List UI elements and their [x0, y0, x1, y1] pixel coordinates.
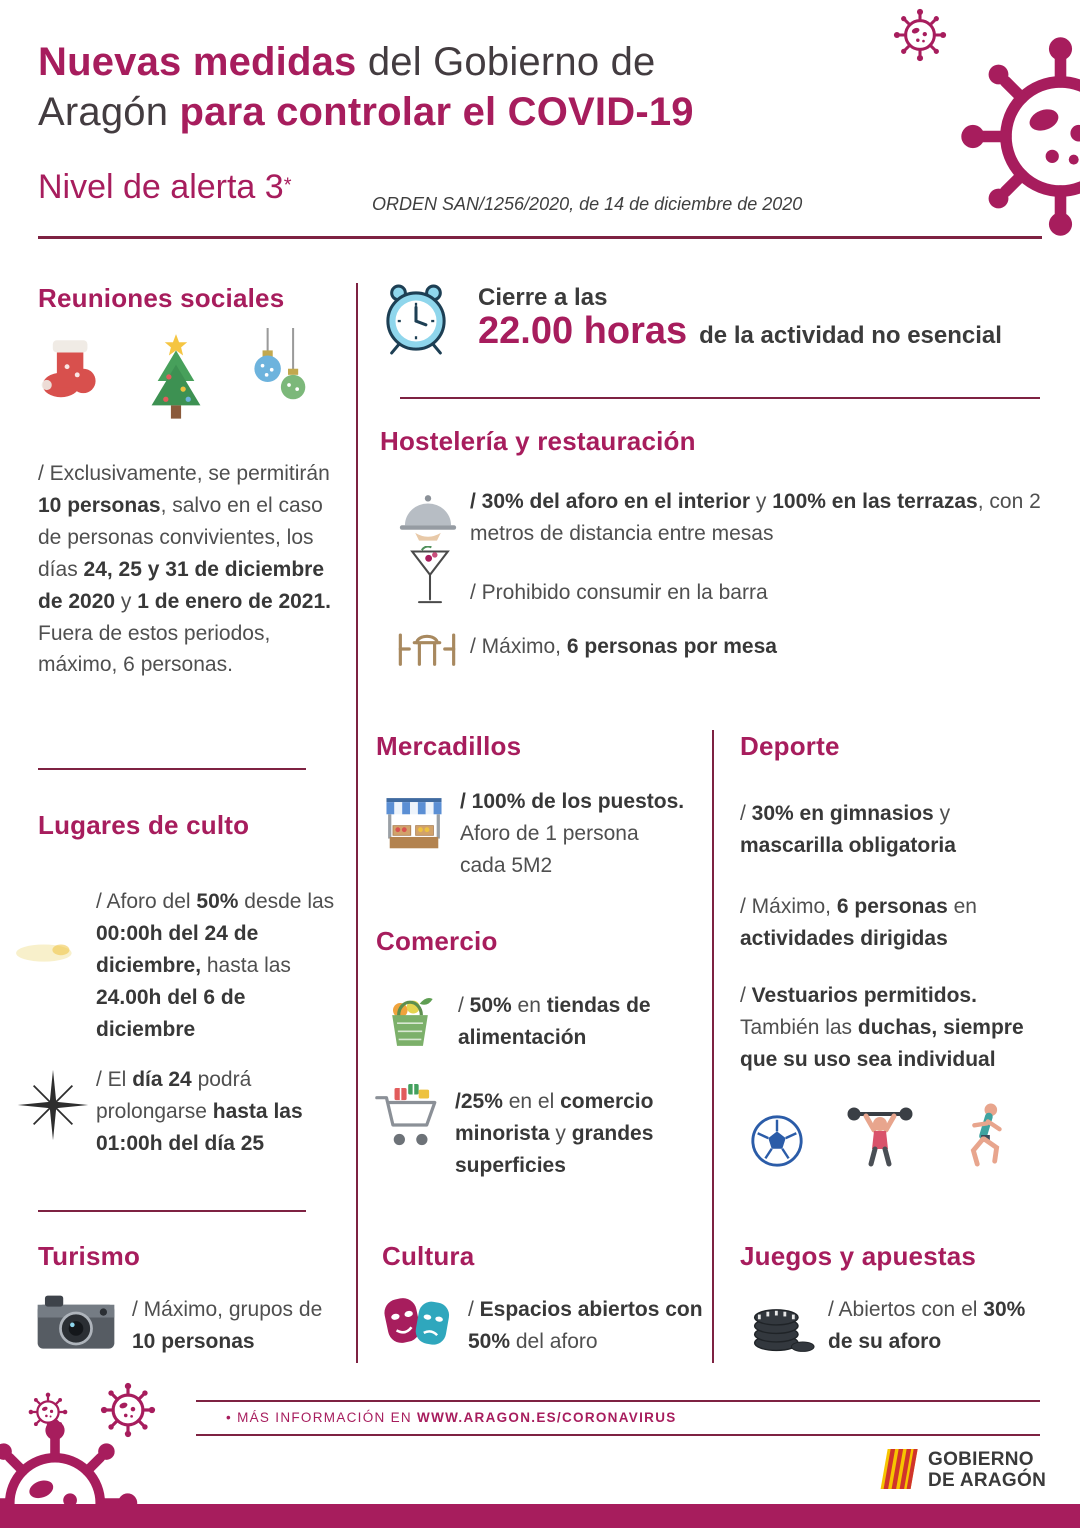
table-chairs-icon [394, 626, 460, 672]
culto-text-1: / Aforo del 50% desde las 00:00h del 24 de diciembre, hasta las 24.00h del 6 de diciembre [96, 890, 335, 1041]
page-title-line-1: Nuevas medidas del Gobierno de [38, 40, 656, 84]
section-title-juegos: Juegos y apuestas [740, 1241, 977, 1271]
reuniones-text: / Exclusivamente, se permitirán 10 personas, salvo en el caso de personas convivientes, los días 24, 25 y 31 de diciembre de 2020 y 1 de enero de 2021. Fuera de estos periodos, máximo, 6 personas. [38, 462, 332, 677]
comercio-text-2: /25% en el comercio minorista y grandes superficies [455, 1090, 654, 1177]
page-title [38, 38, 878, 137]
footer-divider-bottom [196, 1434, 1040, 1436]
cierre-tail: de la actividad no esencial [699, 322, 1002, 349]
vertical-divider-left [356, 283, 358, 1363]
poker-chips-icon [748, 1290, 816, 1358]
logo-line-2: DE ARAGÓN [928, 1470, 1047, 1492]
comercio-text-1: / 50% en tiendas de alimentación [458, 994, 651, 1049]
grocery-basket-icon [376, 986, 444, 1054]
virus-icon-small-top [893, 8, 947, 62]
cierre-lead: Cierre a las [478, 284, 608, 311]
alarm-clock-icon [378, 280, 454, 356]
section-title-reuniones: Reuniones sociales [38, 283, 285, 313]
theater-masks-icon [378, 1288, 456, 1356]
market-stall-icon [380, 790, 448, 858]
alert-asterisk: * [283, 174, 292, 197]
juegos-text: / Abiertos con el 30% de su aforo [828, 1298, 1026, 1353]
section-title-turismo: Turismo [38, 1241, 141, 1271]
section-title-deporte: Deporte [740, 731, 840, 761]
section-title-cultura: Cultura [382, 1241, 475, 1271]
footer-divider-top [196, 1400, 1040, 1402]
camera-icon [34, 1290, 118, 1356]
section-title-comercio: Comercio [376, 926, 498, 956]
christmas-icons [38, 328, 314, 440]
candle-icon [14, 936, 78, 968]
left-divider-2 [38, 1210, 306, 1212]
deporte-text-2: / Máximo, 6 personas en actividades dirigidas [740, 895, 977, 950]
alert-level [38, 168, 291, 207]
section-title-culto: Lugares de culto [38, 810, 250, 840]
hosteleria-text-1: / 30% del aforo en el interior y 100% en las terrazas, con 2 metros de distancia entre mesas [470, 490, 1041, 545]
shopping-cart-icon [372, 1080, 446, 1154]
bottom-accent-bar [0, 1504, 1080, 1528]
page-title-line-2: Aragón para controlar el COVID-19 [38, 89, 694, 134]
runner-icon [954, 1100, 1016, 1170]
deporte-text-1: / 30% en gimnasios y mascarilla obligatoria [740, 802, 956, 857]
logo-line-1: GOBIERNO [928, 1449, 1034, 1470]
hosteleria-text-2: / Prohibido consumir en la barra [470, 581, 768, 604]
vertical-divider-right [712, 730, 714, 1363]
gobierno-aragon-logo [928, 1449, 1046, 1492]
star-icon [16, 1068, 90, 1142]
cultura-text: / Espacios abiertos con 50% del aforo [468, 1298, 703, 1353]
cocktail-icon [408, 546, 452, 609]
soccer-ball-icon [748, 1112, 806, 1170]
header-divider [38, 236, 1042, 239]
sports-icons [748, 1098, 1016, 1170]
section-title-hosteleria: Hostelería y restauración [380, 426, 696, 456]
cierre-time: 22.00 horas [478, 310, 688, 352]
aragon-flag-icon [876, 1446, 920, 1492]
serving-dome-icon [396, 488, 460, 542]
culto-text-2: / El día 24 podrá prolongarse hasta las 01:00h del día 25 [96, 1068, 303, 1155]
hosteleria-text-3: / Máximo, 6 personas por mesa [470, 635, 777, 658]
alert-level-text: Nivel de alerta 3 [38, 168, 284, 206]
deporte-text-3: / Vestuarios permitidos. También las duchas, siempre que su uso sea individual [740, 984, 1024, 1071]
more-info-text: • MÁS INFORMACIÓN EN WWW.ARAGON.ES/CORONAVIRUS [226, 1410, 677, 1425]
left-divider-1 [38, 768, 306, 770]
virus-icon-large-top [958, 34, 1080, 239]
section-title-mercadillos: Mercadillos [376, 731, 522, 761]
order-reference: ORDEN SAN/1256/2020, de 14 de diciembre de 2020 [372, 194, 803, 214]
cierre-divider [400, 397, 1040, 399]
weightlifter-icon [844, 1098, 916, 1170]
turismo-text: / Máximo, grupos de 10 personas [132, 1298, 323, 1353]
mercadillos-text: / 100% de los puestos. Aforo de 1 persona cada 5M2 [460, 790, 685, 877]
